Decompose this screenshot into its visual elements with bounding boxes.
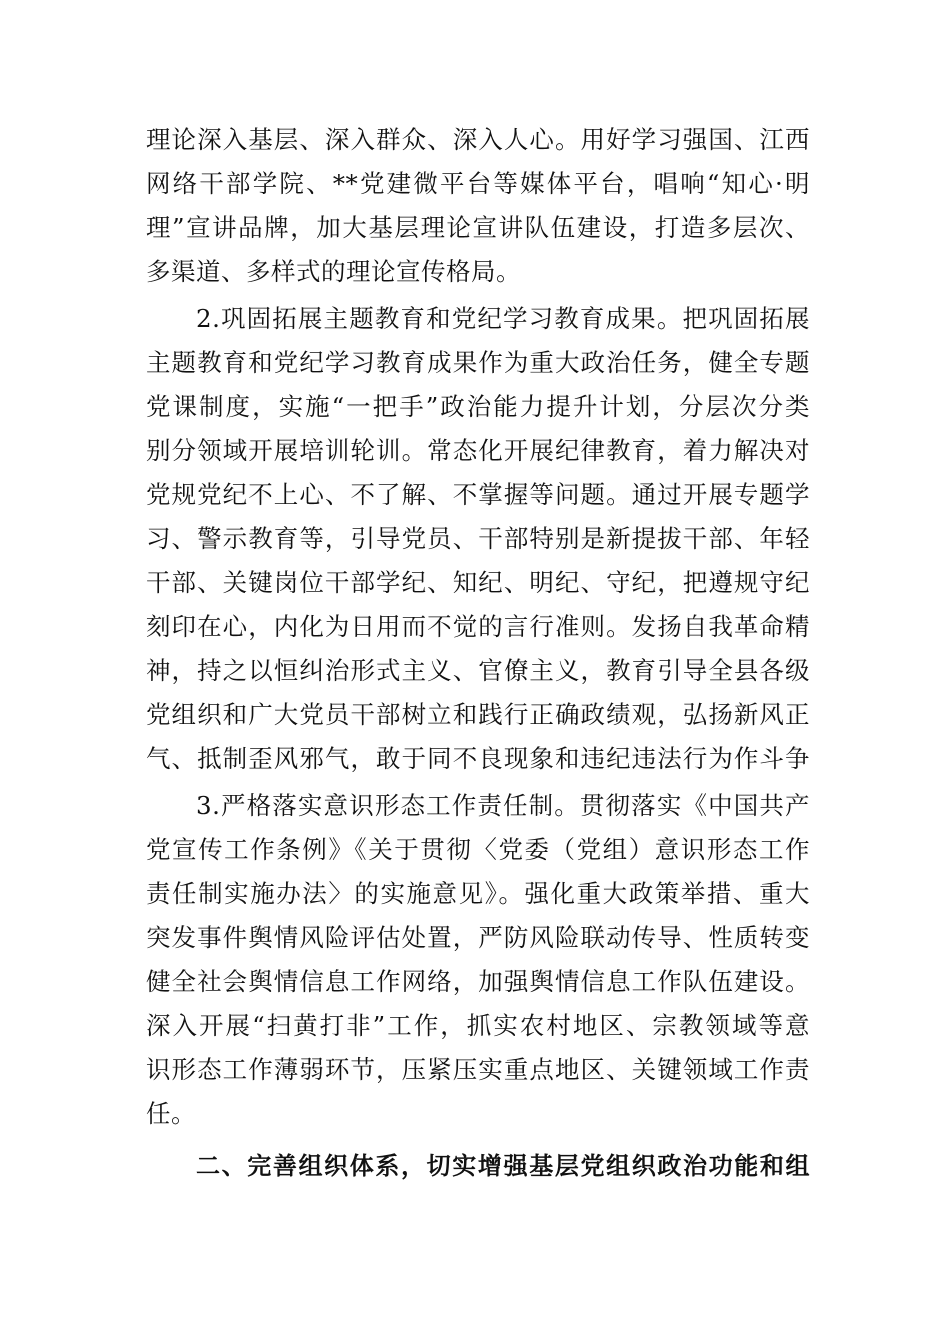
text-line: 网络干部学院、**党建微平台等媒体平台，唱响“知心·明 [146, 169, 810, 198]
text-line: 突发事件舆情风险评估处置，严防风险联动传导、性质转变 [146, 923, 810, 952]
text-line: 理论深入基层、深入群众、深入人心。用好学习强国、江西 [146, 125, 810, 154]
text-line: 责任制实施办法〉的实施意见》。强化重大政策举措、重大 [146, 879, 810, 908]
text-line: 神，持之以恒纠治形式主义、官僚主义，教育引导全县各级 [146, 656, 810, 685]
section-heading: 二、完善组织体系，切实增强基层党组织政治功能和组 [196, 1152, 810, 1180]
text-line: 干部、关键岗位干部学纪、知纪、明纪、守纪，把遵规守纪 [146, 568, 810, 597]
text-line: 理”宣讲品牌，加大基层理论宣讲队伍建设，打造多层次、 [146, 213, 810, 242]
text-line: 党组织和广大党员干部树立和践行正确政绩观，弘扬新风正 [146, 700, 810, 729]
text-line: 别分领域开展培训轮训。常态化开展纪律教育，着力解决对 [146, 436, 810, 465]
text-line: 深入开展“扫黄打非”工作，抓实农村地区、宗教领域等意 [146, 1011, 810, 1040]
text-line: 多渠道、多样式的理论宣传格局。 [146, 257, 521, 286]
text-line: 主题教育和党纪学习教育成果作为重大政治任务，健全专题 [146, 348, 810, 377]
text-line: 3.严格落实意识形态工作责任制。贯彻落实《中国共产 [196, 791, 810, 820]
text-line: 气、抵制歪风邪气，敢于同不良现象和违纪违法行为作斗争 [146, 744, 810, 773]
text-line: 刻印在心，内化为日用而不觉的言行准则。发扬自我革命精 [146, 612, 810, 641]
text-line: 党课制度，实施“一把手”政治能力提升计划，分层次分类 [146, 392, 810, 421]
text-line: 党宣传工作条例》《关于贯彻〈党委（党组）意识形态工作 [146, 835, 810, 864]
text-line: 党规党纪不上心、不了解、不掌握等问题。通过开展专题学 [146, 480, 810, 509]
text-line: 习、警示教育等，引导党员、干部特别是新提拔干部、年轻 [146, 524, 810, 553]
text-line: 识形态工作薄弱环节，压紧压实重点地区、关键领域工作责 [146, 1055, 810, 1084]
text-line: 任。 [146, 1099, 196, 1128]
text-line: 2.巩固拓展主题教育和党纪学习教育成果。把巩固拓展 [196, 304, 810, 333]
text-line: 健全社会舆情信息工作网络，加强舆情信息工作队伍建设。 [146, 967, 810, 996]
